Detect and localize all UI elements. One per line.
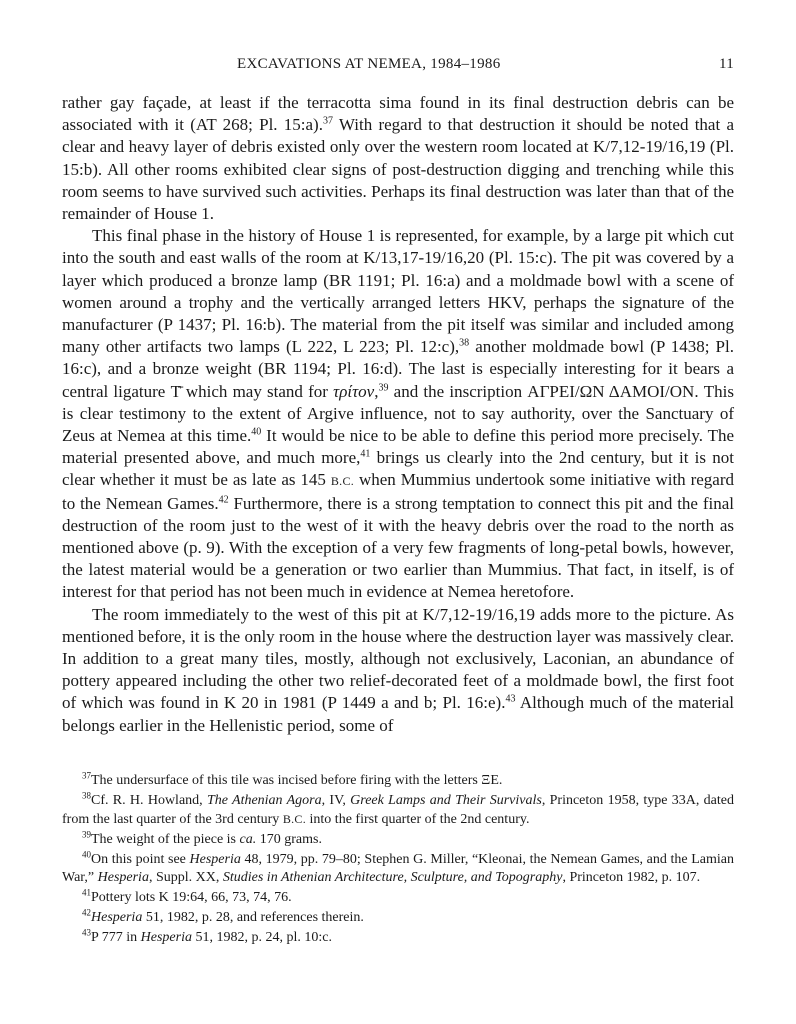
text-run: and the inscription	[388, 381, 528, 401]
footnotes	[62, 772, 734, 949]
footnote-number: 38	[82, 790, 91, 801]
footnote-number: 40	[82, 849, 91, 860]
text-run: another moldmade bowl (P 1438; Pl. 16:c), and a bronze weight (BR 1194; Pl. 16:d). The last is especially interesting for it bears a central ligature	[62, 337, 734, 401]
footnote-ref-38[interactable]: 38	[459, 337, 470, 349]
footnote-text: 48, 1979, pp. 79–80; Stephen G. Miller, “Kleonai, the Nemean Games, and the Lamian War,”	[62, 852, 734, 885]
footnote-text: 51, 1982, p. 24, pl. 10:c.	[191, 930, 332, 945]
italic-title: The Athenian Agora	[206, 793, 322, 808]
text-run: Furthermore, there is a strong temptation to connect this pit and the final destruction of the room just to the west of it with the heavy debris over the road to the north as mentioned above (p. 9). With the exception of a very few fragments of long-petal bowls, however, the latest material would be a generation or two earlier than Mummius. That fact, in itself, is of interest for that period has not been much in evidence at Nemea heretofore.	[62, 493, 734, 602]
footnote-text: into the first quarter of the 2nd century.	[306, 812, 530, 827]
italic-title: Studies in Athenian Architecture, Sculpture, and Topography	[222, 870, 563, 885]
footnote-ref-40[interactable]: 40	[251, 426, 262, 438]
text-run: . This is clear testimony to the extent of Argive influence, not to say authority, over the Sanctuary of Zeus at Nemea at this time.	[62, 381, 735, 446]
running-head	[62, 56, 734, 78]
footnote-text: Cf. R. H. Howland,	[91, 793, 207, 808]
footnote-text: The weight of the piece is	[91, 832, 240, 847]
greek-word: τρίτον	[333, 381, 375, 401]
footnote-text: Pottery lots K 19:64, 66, 73, 74, 76.	[91, 890, 292, 905]
footnote-38	[62, 792, 734, 829]
running-title: EXCAVATIONS AT NEMEA, 1984–1986	[237, 56, 501, 72]
footnote-ref-41[interactable]: 41	[360, 448, 371, 460]
footnote-39	[62, 831, 734, 849]
italic-abbreviation: ca.	[239, 832, 257, 847]
paragraph-1	[62, 92, 734, 225]
footnote-42	[62, 909, 734, 927]
body-text	[62, 92, 734, 737]
paragraph-3	[62, 604, 734, 737]
text-run: rather gay façade, at least if the terracotta sima found in its final destruction debris can be associated with it (AT 268; Pl. 15:a).	[62, 93, 734, 135]
footnote-number: 42	[82, 907, 91, 918]
era-abbreviation: B.C.	[330, 474, 355, 489]
italic-title: Hesperia	[140, 930, 192, 945]
footnote-ref-43[interactable]: 43	[505, 693, 516, 705]
text-run: when Mummius undertook some initiative with regard to the Nemean Games.	[62, 470, 735, 513]
footnote-number: 37	[82, 770, 91, 781]
footnote-number: 39	[82, 829, 91, 840]
footnote-37	[62, 772, 734, 790]
ligature-symbol: Τ̄	[170, 381, 181, 401]
text-run: brings us clearly into the 2nd century, but it is not clear whether it must be as late as 145	[62, 448, 734, 490]
text-run: This final phase in the history of House 1 is represented, for example, by a large pit which cut into the south and east walls of the room at K/13,17-19/16,20 (Pl. 15:c). The pit was covered by a layer which produced a bronze lamp (BR 1191; Pl. 16:a) and a moldmade bowl with a scene of women around a trophy and the vertically arranged letters HKV, perhaps the signature of the manufacturer (P 1437; Pl. 16:b). The material from the pit itself was similar and included among many other artifacts two lamps (L 222, L 223; Pl. 12:c),	[62, 226, 734, 357]
italic-title: Hesperia	[189, 852, 241, 867]
footnote-text: , Suppl. XX,	[148, 870, 223, 885]
footnote-text: The undersurface of this tile was incised before firing with the letters ΞΕ.	[91, 773, 503, 788]
footnote-ref-39[interactable]: 39	[378, 381, 389, 393]
footnote-text: P 777 in	[91, 930, 141, 945]
footnote-ref-42[interactable]: 42	[218, 494, 229, 505]
footnote-text: , Princeton 1958, type 33A, dated from the last quarter of the 3rd century	[62, 793, 734, 827]
text-run: It would be nice to be able to define this period more precisely. The material presented above, and much more,	[62, 426, 734, 468]
footnote-ref-37[interactable]: 37	[322, 115, 333, 127]
text-run: The room immediately to the west of this pit at K/7,12-19/16,19 adds more to the picture. As mentioned before, it is the only room in the house where the destruction layer was massively clear. In addition to a great many tiles, mostly, although not exclusively, Laconian, an abundance of pottery appeared including the other two relief-decorated feet of a moldmade bowl, the first foot of which was found in K 20 in 1981 (P 1449 a and b; Pl. 16:e).	[62, 604, 734, 713]
footnote-number: 43	[82, 927, 91, 938]
text-run: which may stand for	[180, 381, 334, 401]
footnote-text: , Princeton 1982, p. 107.	[562, 870, 701, 885]
italic-title: Hesperia	[97, 870, 149, 885]
text-run: ,	[374, 381, 379, 401]
footnote-number: 41	[82, 887, 91, 898]
footnote-40	[62, 851, 734, 887]
footnote-text: On this point see	[91, 852, 190, 867]
footnote-text: 51, 1982, p. 28, and references therein.	[142, 910, 364, 925]
text-run: With regard to that destruction it should be noted that a clear and heavy layer of debris existed only over the western room located at K/7,12-19/16,19 (Pl. 15:b). All other rooms exhibited clear signs of post-destruction digging and trenching while this room seems to have survived such activities. Perhaps its final destruction was later than that of the remainder of House 1.	[62, 115, 734, 224]
footnote-43	[62, 929, 734, 947]
page-number: 11	[718, 56, 734, 72]
inscription: ΑΓΡΕΙ/ΩΝ ΔΑΜΟΙ/ΟΝ	[527, 381, 695, 401]
text-run: Although much of the material belongs earlier in the Hellenistic period, some of	[62, 693, 734, 735]
paragraph-2	[62, 225, 734, 603]
footnote-text: 170 grams.	[256, 832, 322, 847]
footnote-text: , IV,	[321, 793, 351, 808]
footnote-41	[62, 889, 734, 907]
italic-title: Hesperia	[91, 910, 143, 925]
era-abbreviation: B.C.	[282, 812, 307, 826]
italic-title: Greek Lamps and Their Survivals	[350, 793, 542, 808]
